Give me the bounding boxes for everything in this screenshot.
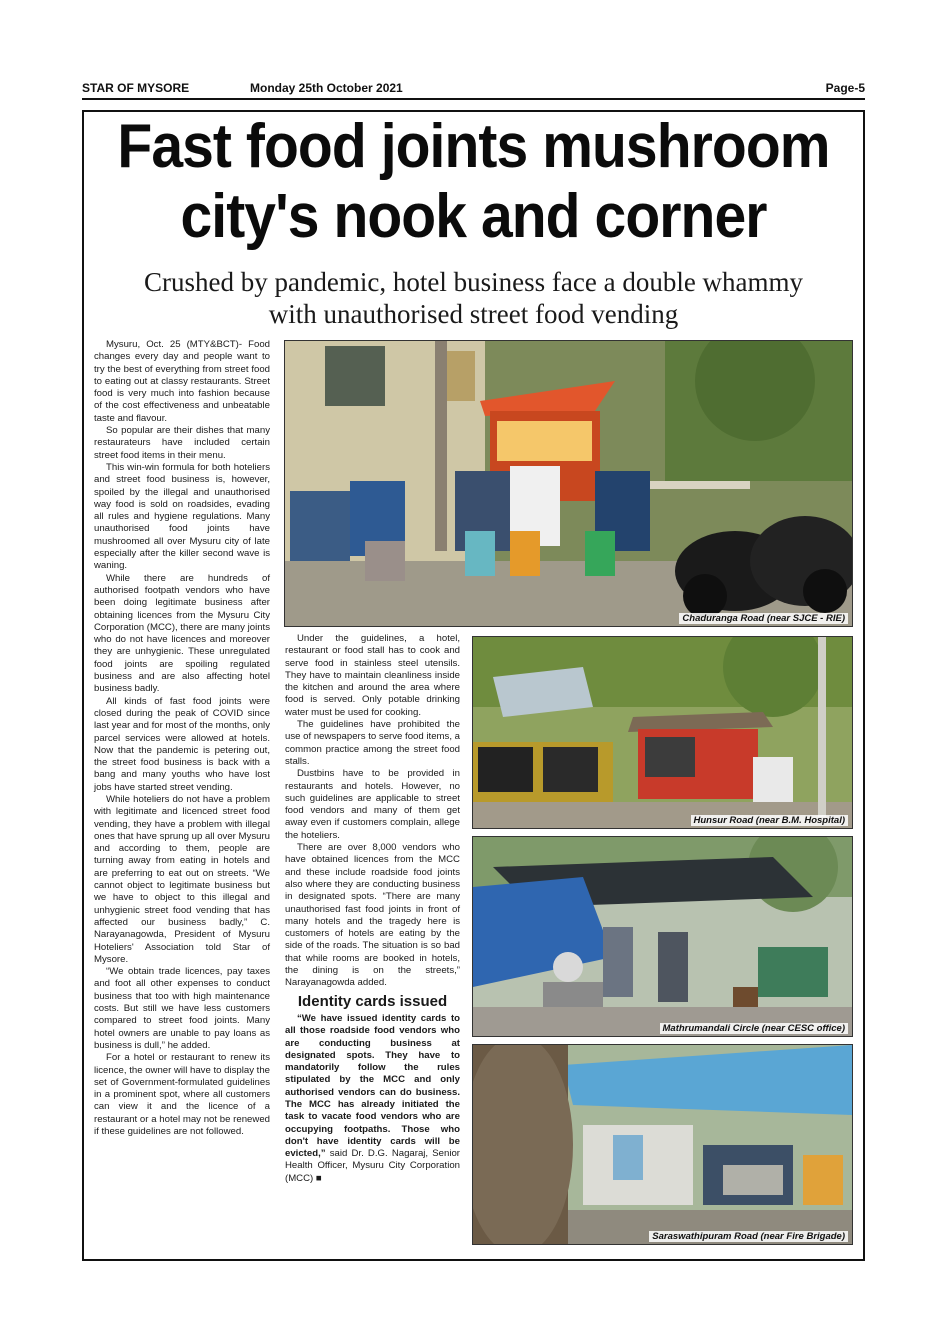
photo-caption: Hunsur Road (near B.M. Hospital) <box>691 815 848 826</box>
issue-date: Monday 25th October 2021 <box>250 81 403 95</box>
page-number: Page-5 <box>825 81 865 95</box>
quote-attribution: said Dr. D.G. Nagaraj, Senior Health Officer, Mysuru City Corporation (MCC) ■ <box>285 1148 460 1184</box>
paragraph: The guidelines have prohibited the use of newspapers to serve food items, a common practice among the street food stalls. <box>285 719 460 767</box>
paragraph: Under the guidelines, a hotel, restaurant or food stall has to cook and serve food in stainless steel utensils. They have to maintain cleanliness inside the kitchen and around the area where food is served. Only potable drinking water must be used for cooking. <box>285 633 460 718</box>
paragraph: “We obtain trade licences, pay taxes and foot all other expenses to conduct business that too with high maintenance costs. But still we have less customers compared to street food joints. Many hotel owners are unable to pay loans as business is dull,” he added. <box>94 966 270 1051</box>
photo-street-food-cart <box>285 341 852 626</box>
quote-paragraph <box>285 1013 460 1185</box>
photo-tarpaulin-stall <box>473 837 852 1036</box>
headline <box>113 112 833 252</box>
headline-line-2: city's nook and corner <box>180 182 767 251</box>
paragraph: There are over 8,000 vendors who have obtained licences from the MCC and these include roadside food joints also where they are conducting business in designated spots. “There are many unauthorised fast food joints in front of many hotels and the tragedy here is customers of hotels are eating by the side of the roads. The situation is so bad that while rooms are booked in hotels, the dining is on the streets,” Narayanagowda added. <box>285 842 460 989</box>
article-column-2 <box>285 633 460 1185</box>
headline-line-1: Fast food joints mushroom <box>117 112 830 181</box>
photo-roadside-stall <box>473 637 852 828</box>
photo-hunsur-road <box>472 636 853 829</box>
paragraph: This win-win formula for both hoteliers and street food business is, however, spoiled by the illegal and unauthorised way food is sold on roadsides, evading all rules and hygiene regulations. Many unauthorised food joints have mushroomed all over Mysuru city of late especially after the killer second wave is waning. <box>94 461 270 572</box>
paragraph: While there are hundreds of authorised footpath vendors who have been doing legitimate business after obtaining licences from the Mysuru City Corporation (MCC), there are many joints who do not have licences and moreover they are unhygienic. These unregulated food joints are spoiling regulated business and are also affecting hotel business badly. <box>94 572 270 695</box>
photo-tree-shaded-stall <box>473 1045 852 1244</box>
paragraph: While hoteliers do not have a problem with legitimate and licenced street food vending, they have a problem with illegal ones that have sprung up all over Mysuru and according to them, people are turning away from eating in hotels and are preferring to eat out on streets. “We cannot object to legitimate business but we have to object to this illegal and unhygienic street food vending that has affected our business badly,” C. Narayanagowda, President of Mysuru Hoteliers' Association told Star of Mysore. <box>94 793 270 965</box>
paragraph: Mysuru, Oct. 25 (MTY&BCT)- Food changes every day and people want to try the best of everything from street food to eating out at classy restaurants. Street food is very much into fashion because of the cost effectiveness and unbeatable taste and flavour. <box>94 339 270 424</box>
article-column-1 <box>94 339 270 1138</box>
photo-caption: Saraswathipuram Road (near Fire Brigade) <box>649 1231 848 1242</box>
section-subhead: Identity cards issued <box>297 992 448 1010</box>
masthead-rule <box>82 98 865 100</box>
subheadline-line-1: Crushed by pandemic, hotel business face a double whammy <box>143 267 804 297</box>
photo-saraswathipuram-road <box>472 1044 853 1245</box>
photo-mathrumandali-circle <box>472 836 853 1037</box>
subheadline-line-2: with unauthorised street food vending <box>268 299 679 329</box>
photo-caption: Chaduranga Road (near SJCE - RIE) <box>679 613 848 624</box>
paragraph: For a hotel or restaurant to renew its licence, the owner will have to display the set of Government-formulated guidelines in a prominent spot, where all customers can view it and the licence of a restaurant or a hotel may not be renewed if these guidelines are not followed. <box>94 1052 270 1137</box>
photo-chaduranga-road <box>284 340 853 627</box>
quote-text: “We have issued identity cards to all those roadside food vendors who are conducting business at designated spots. They have to mandatorily follow the rules stipulated by the MCC and only authorised vendors can do business. The MCC has already initiated the task to vacate food vendors who are occupying footpaths. Those who don't have identity cards will be evicted,” <box>285 1012 460 1160</box>
paragraph: So popular are their dishes that many restaurateurs have included certain street food items in their menu. <box>94 425 270 461</box>
subheadline <box>82 266 865 330</box>
paragraph: Dustbins have to be provided in restaurants and hotels. However, no such guidelines are applicable to street food vendors and many of them get away even if customers complain, allege the hoteliers. <box>285 768 460 841</box>
photo-caption: Mathrumandali Circle (near CESC office) <box>660 1023 848 1034</box>
publication-name: STAR OF MYSORE <box>82 81 190 95</box>
paragraph: All kinds of fast food joints were closed during the peak of COVID since last year and for most of the months, only parcel services were allowed at hotels. Now that the pandemic is petering out, the street food business is back with a bang and many youths who have lost jobs have started street vending. <box>94 695 270 793</box>
masthead <box>82 78 865 98</box>
